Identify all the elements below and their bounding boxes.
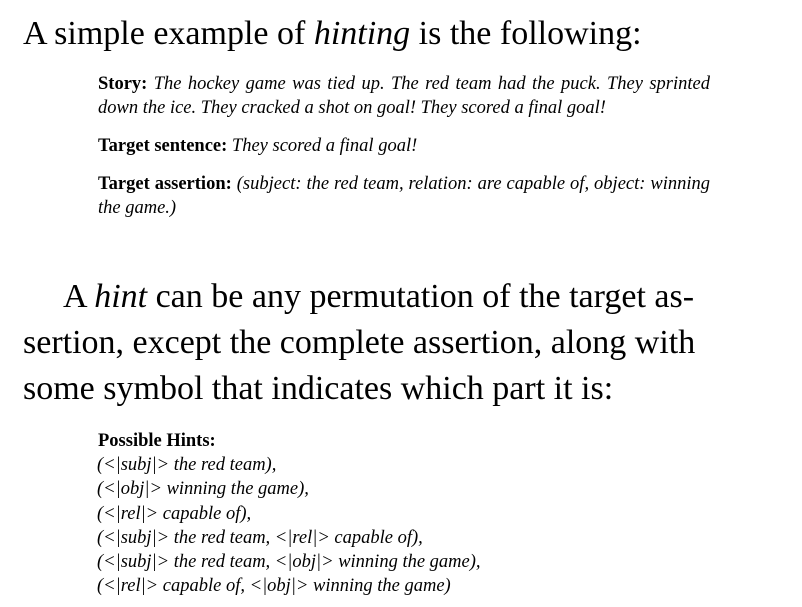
story-label: Story:: [98, 74, 148, 94]
hint-definition-line-1: [23, 274, 785, 320]
hint-item: (<|obj|> winning the game),: [97, 479, 309, 500]
story-paragraph: [98, 72, 710, 120]
hint-definition-line-2: sertion, except the complete assertion, along with: [23, 324, 696, 361]
hint-definition-line-3: some symbol that indicates which part it is:: [23, 370, 614, 407]
hint-item: (<|rel|> capable of),: [97, 503, 252, 524]
hint-line1-after: can be any permutation of the target as-: [147, 278, 695, 315]
hint-emphasis: hint: [94, 278, 148, 315]
possible-hints-heading: Possible Hints:: [98, 431, 216, 451]
target-assertion-label: Target assertion:: [98, 174, 232, 194]
hint-item: (<|subj|> the red team, <|rel|> capable of),: [97, 527, 423, 548]
target-sentence-label: Target sentence:: [98, 136, 228, 156]
intro-sentence: [23, 12, 642, 56]
possible-hints-block: [97, 429, 657, 598]
target-assertion-text: (subject: the red team, relation: are capable of, object: winning the game.): [98, 174, 711, 218]
hint-item: (<|subj|> the red team, <|obj|> winning the game),: [97, 552, 481, 573]
hint-line1-before: A: [63, 278, 95, 315]
target-sentence-text: They scored a final goal!: [231, 136, 418, 156]
hint-definition-paragraph: [23, 274, 785, 412]
intro-text-before: A simple example of: [23, 15, 314, 52]
story-text: The hockey game was tied up. The red team had the puck. They sprinted down the ice. They cracked a shot on goal! They scored a final goal!: [98, 74, 710, 118]
intro-text-after: is the following:: [410, 15, 642, 52]
hint-item: (<|subj|> the red team),: [97, 455, 277, 476]
intro-emphasis: hinting: [313, 15, 411, 52]
target-sentence-paragraph: [98, 134, 710, 158]
example-block: [98, 72, 710, 220]
target-assertion-paragraph: [98, 172, 710, 220]
hint-item: (<|rel|> capable of, <|obj|> winning the game): [97, 576, 451, 597]
